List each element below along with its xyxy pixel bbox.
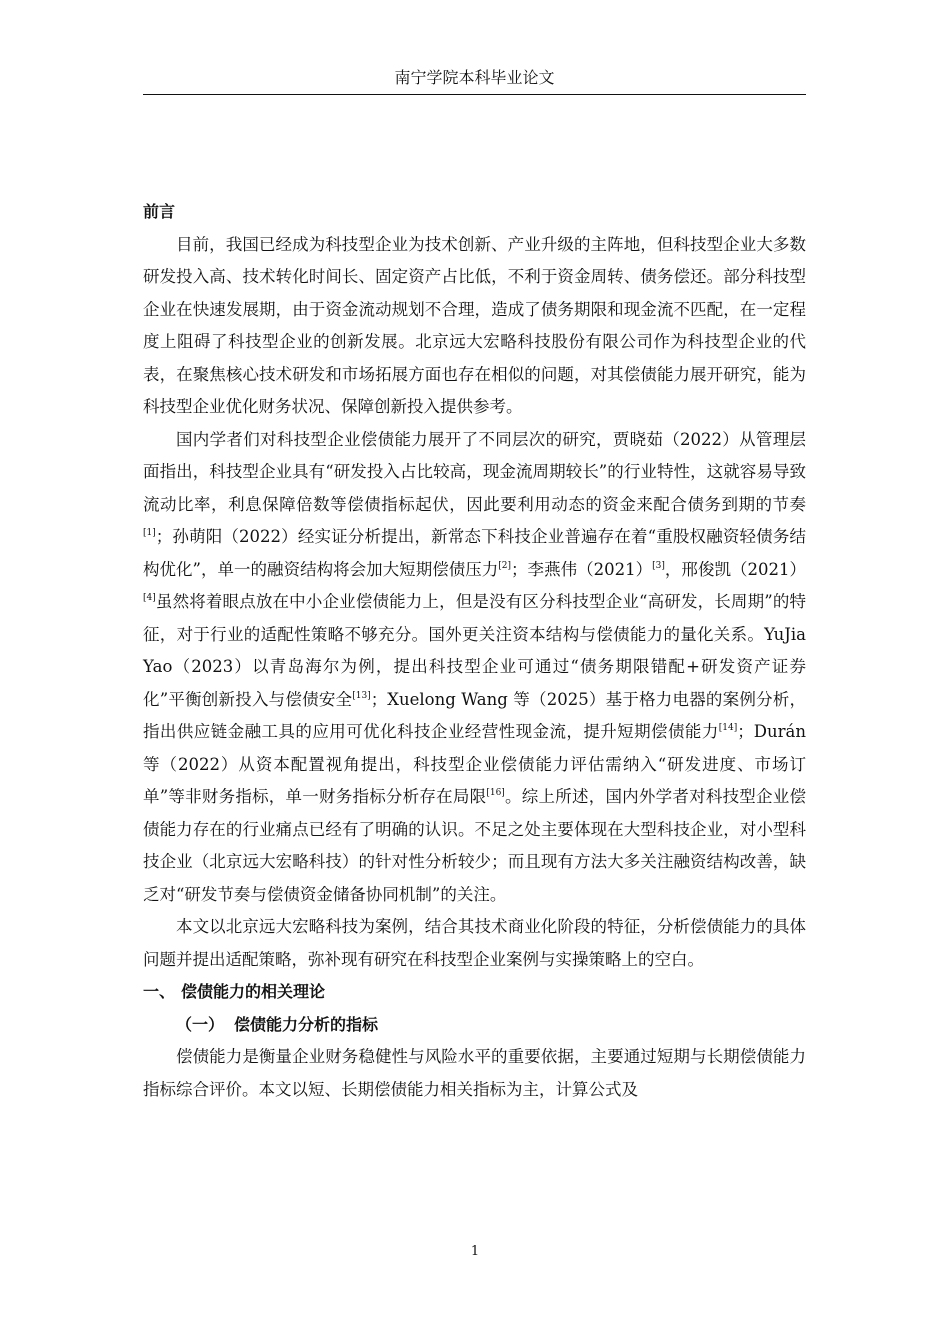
subsection-number: （一） (176, 1014, 225, 1034)
citation-ref: [14] (718, 723, 738, 733)
text-span: ；孙萌阳（2022）经实证分析提出，新常态下科技企业普遍存在着“重股权融资轻债务结构优化”，单一的融资结构将会加大短期偿债压力 (143, 527, 806, 579)
text-span: ，邢俊凯（2021） (664, 559, 806, 579)
preface-paragraph-1: 目前，我国已经成为科技型企业为技术创新、产业升级的主阵地，但科技型企业大多数研发投入高、技术转化时间长、固定资产占比低，不利于资金周转、债务偿还。部分科技型企业在快速发展期，由于资金流动规划不合理，造成了债务期限和现金流不匹配，在一定程度上阻碍了科技型企业的创新发展。北京远大宏略科技股份有限公司作为科技型企业的代表，在聚焦核心技术研发和市场拓展方面也存在相似的问题，对其偿债能力展开研究，能为科技型企业优化财务状况、保障创新投入提供参考。 (143, 234, 806, 416)
page-number: 1 (470, 1244, 480, 1259)
subsection-paragraph-1: 偿债能力是衡量企业财务稳健性与风险水平的重要依据，主要通过短期与长期偿债能力指标综合评价。本文以短、长期偿债能力相关指标为主，计算公式及 (143, 1047, 806, 1099)
preface-heading: 前言 (143, 202, 176, 221)
text-span: ；李燕伟（2021） (511, 559, 653, 579)
citation-ref: [2] (498, 560, 512, 571)
citation-ref: [13] (352, 690, 371, 701)
citation-ref: [1] (143, 528, 156, 538)
text-span: ；Xuelong Wang 等（2025）基于格力电器的案例分析，指出供应链金融工具的应用可优化科技企业经营性现金流，提升短期偿债能力 (143, 689, 807, 741)
paper-body (143, 196, 806, 1106)
citation-ref: [3] (652, 560, 665, 571)
section-title: 偿债能力的相关理论 (181, 982, 326, 1001)
text-span: 虽然将着眼点放在中小企业偿债能力上，但是没有区分科技型企业“高研发，长周期”的特征，对于行业的适配性策略不够充分。国外更关注资本结构与偿债能力的量化关系。YuJia Yao（2023）以青岛海尔为例，提出科技型企业可通过“债务期限错配+研发资产证券化”平衡创新投入与偿债安全 (143, 592, 806, 709)
preface-paragraph-2 (143, 424, 806, 912)
preface-paragraph-3: 本文以北京远大宏略科技为案例，结合其技术商业化阶段的特征，分析偿债能力的具体问题并提出适配策略，弥补现有研究在科技型企业案例与实操策略上的空白。 (143, 917, 806, 969)
text-span: ；Durán 等（2022）从资本配置视角提出，科技型企业偿债能力评估需纳入“研发进度、市场订单”等非财务指标，单一财务指标分析存在局限 (143, 722, 806, 806)
running-header: 南宁学院本科毕业论文 (143, 62, 806, 95)
text-span: 国内学者们对科技型企业偿债能力展开了不同层次的研究，贾晓茹（2022）从管理层面指出，科技型企业具有“研发投入占比较高，现金流周期较长”的行业特性，这就容易导致流动比率，利息保障倍数等偿债指标起伏，因此要利用动态的资金来配合债务到期的节奏 (143, 429, 806, 514)
section-heading (143, 976, 806, 1009)
citation-ref: [4] (143, 593, 156, 603)
subsection-title: 偿债能力分析的指标 (234, 1014, 379, 1034)
text-span: 。综上所述，国内外学者对科技型企业偿债能力存在的行业痛点已经有了明确的认识。不足之处主要体现在大型科技企业，对小型科技企业（北京远大宏略科技）的针对性分析较少；而且现有方法大多关注融资结构改善，缺乏对“研发节奏与偿债资金储备协同机制”的关注。 (143, 787, 807, 904)
section-number: 一、 (143, 982, 176, 1001)
citation-ref: [16] (486, 788, 505, 798)
subsection-heading (143, 1009, 806, 1042)
